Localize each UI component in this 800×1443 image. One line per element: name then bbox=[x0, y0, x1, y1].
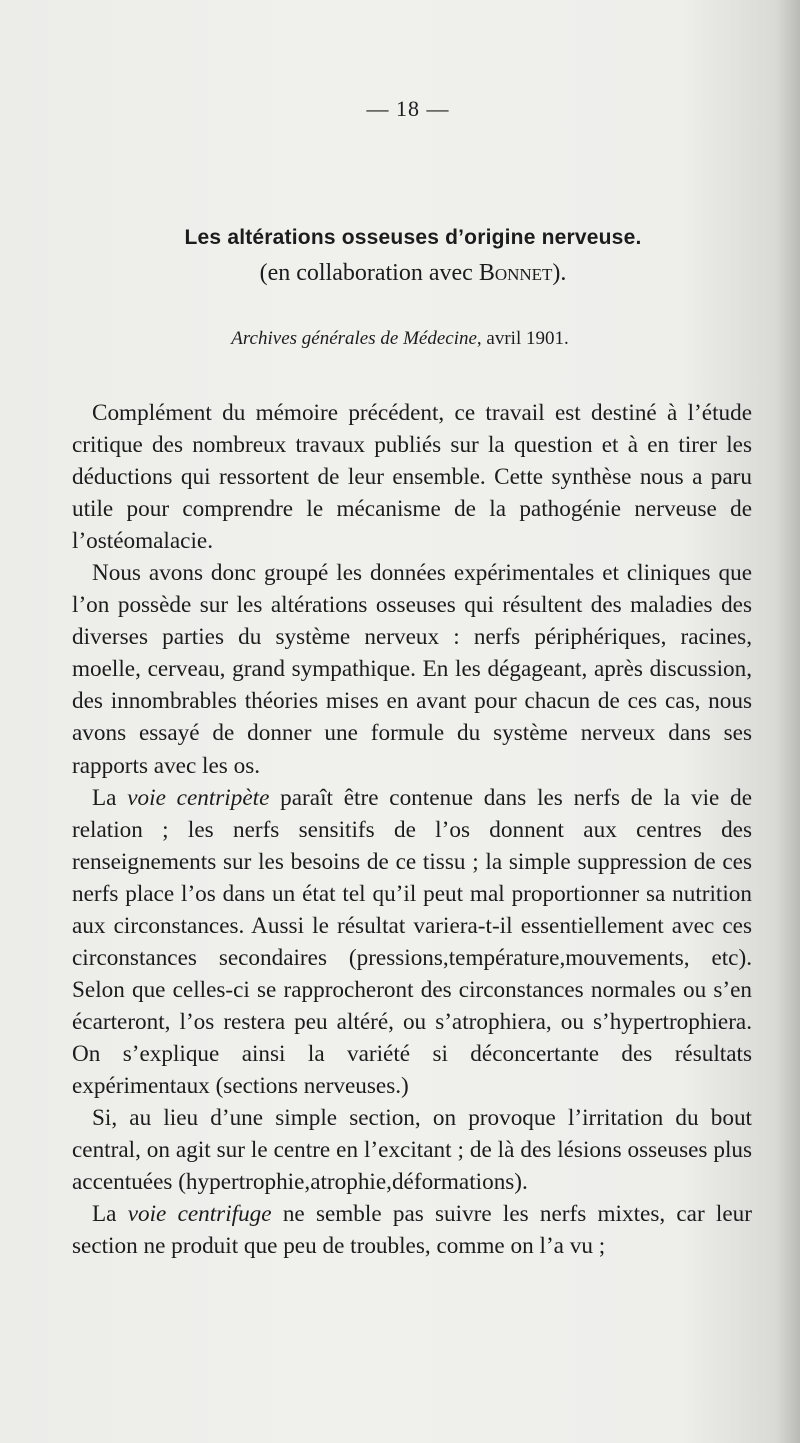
paragraph-3-text: paraît être contenue dans les nerfs de la vie de relation ; les nerfs sensitifs de l’os donnent aux centres des renseignements sur les besoins de ce tissu ; la simple suppression de ces nerfs place l’os dans un état tel qu’il peut mal proportionner sa nutrition aux circonstances. Aussi le résultat variera-t-il essentiellement avec ces circonstances secondaires (pressions,température,mouvements, etc). Selon que celles-ci se rapprocheront des circonstances normales ou s’en écarteront, l’os restera peu altéré, ou s’atrophiera, ou s’hypertrophiera. On s’explique ainsi la variété si déconcertante des résultats expérimentaux (sections nerveuses.) bbox=[72, 784, 752, 1099]
collaborator-name: Bonnet bbox=[478, 260, 553, 286]
paragraph-5-emphasis: voie centrifuge bbox=[127, 1201, 272, 1228]
paragraph-1: Complément du mémoire précédent, ce travail est destiné à l’étude critique des nombreux travaux publiés sur la question et à en tirer les déductions qui ressortent de leur ensemble. Cette synthèse nous a paru utile pour comprendre le mécanisme de la pathogénie nerveuse de l’ostéomalacie. bbox=[72, 400, 752, 555]
page-number: — 18 — bbox=[366, 96, 450, 121]
paragraph-2: Nous avons donc groupé les données expérimentales et cliniques que l’on possède sur les altérations osseuses qui résultent des maladies des diverses parties du système nerveux : nerfs périphériques, racines, moelle, cerveau, grand sympathique. En les dégageant, après discussion, des innombrables théories mises en avant pour chacun de ces cas, nous avons essayé de donner une formule du système nerveux dans ses rapports avec les os. bbox=[72, 560, 752, 779]
subtitle-suffix: ). bbox=[552, 260, 567, 286]
publication-source bbox=[0, 328, 800, 350]
body-text bbox=[72, 397, 752, 1262]
paragraph-3-emphasis: voie centripète bbox=[127, 784, 270, 811]
section-title: Les altérations osseuses d’origine nerveuse. bbox=[184, 226, 642, 249]
paragraph-5 bbox=[72, 1198, 752, 1262]
paragraph-3 bbox=[72, 782, 752, 1102]
publication-date: , avril 1901. bbox=[476, 328, 569, 349]
section-subtitle bbox=[0, 260, 800, 287]
paragraph-5-lead: La bbox=[92, 1201, 128, 1228]
paragraph-3-lead: La bbox=[92, 784, 128, 811]
journal-name: Archives générales de Médecine bbox=[231, 328, 477, 349]
paragraph-5-text: ne semble pas suivre les nerfs mixtes, car leur section ne produit que peu de troubles, comme on l’a vu ; bbox=[72, 1201, 752, 1260]
subtitle-prefix: (en collaboration avec bbox=[259, 260, 479, 286]
paragraph-4: Si, au lieu d’une simple section, on provoque l’irritation du bout central, on agit sur le centre en l’excitant ; de là des lésions osseuses plus accentuées (hypertrophie,atrophie,déformations). bbox=[72, 1105, 752, 1196]
